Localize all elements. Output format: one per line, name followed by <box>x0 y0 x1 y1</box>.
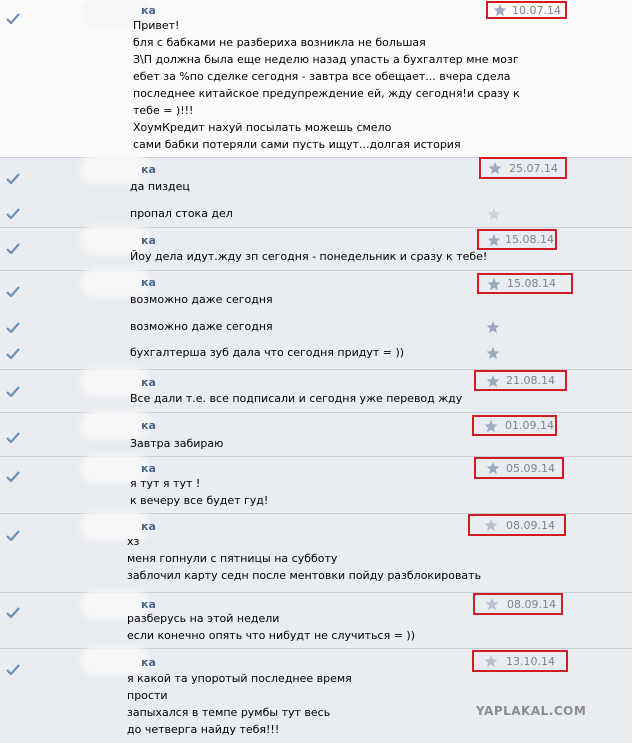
message-text: Завтра забираю <box>130 437 224 450</box>
date-highlight <box>473 593 563 615</box>
message-text <box>127 670 352 738</box>
star-icon[interactable] <box>484 420 498 433</box>
message-line: З\П должна была еще неделю назад упасть а бухгалтер мне мозг <box>133 53 519 66</box>
message-line: прости <box>127 689 168 702</box>
message-text: возможно даже сегодня <box>130 293 273 306</box>
message-date: 08.09.14 <box>507 598 556 611</box>
message-line: запыхался в темпе румбы тут весь <box>127 706 331 719</box>
star-icon[interactable] <box>484 655 498 668</box>
message-line: к вечеру все будет гуд! <box>130 494 269 507</box>
author-name[interactable]: ка <box>141 598 156 611</box>
message-line: Привет! <box>133 19 180 32</box>
message-text: Йоу дела идут.жду зп сегодня - понедельник и сразу к тебе! <box>130 250 488 263</box>
message-text: бухгалтерша зуб дала что сегодня придут = )) <box>130 346 405 359</box>
message-date: 21.08.14 <box>506 374 555 387</box>
message-text <box>133 17 520 153</box>
check-icon[interactable] <box>6 286 22 298</box>
message-line: тебе = )!!! <box>133 104 194 117</box>
message-text: да пиздец <box>130 180 190 193</box>
check-icon[interactable] <box>6 530 22 542</box>
message-line: до четверга найду тебя!!! <box>127 723 280 736</box>
blurred-avatar <box>84 414 146 436</box>
author-name[interactable]: ка <box>141 520 156 533</box>
check-icon[interactable] <box>6 173 22 185</box>
star-icon[interactable] <box>486 321 500 334</box>
star-icon[interactable] <box>493 4 507 17</box>
date-highlight <box>477 229 557 250</box>
message-date: 25.07.14 <box>509 162 558 175</box>
author-name[interactable]: ка <box>141 4 156 17</box>
check-icon[interactable] <box>6 432 22 444</box>
author-name[interactable]: ка <box>141 462 156 475</box>
message-line: я какой та упоротый последнее время <box>127 672 352 685</box>
check-icon[interactable] <box>6 607 22 619</box>
message-line: бля с бабками не разбериха возникла не большая <box>133 36 426 49</box>
check-icon[interactable] <box>6 471 22 483</box>
date-highlight <box>477 273 573 294</box>
author-name[interactable]: ка <box>141 376 156 389</box>
message-text: пропал стока дел <box>130 207 233 220</box>
date-highlight <box>479 157 567 179</box>
message-text <box>127 610 415 644</box>
message-line: последнее китайское предупреждение ей, жду сегодня!и сразу к <box>133 87 520 100</box>
watermark: YAPLAKAL.COM <box>476 704 587 718</box>
message-line: если конечно опять что нибудт не случиться = )) <box>127 629 415 642</box>
message-line: меня гопнули с пятницы на субботу <box>127 552 338 565</box>
date-highlight <box>474 457 564 479</box>
star-icon[interactable] <box>486 347 500 360</box>
author-name[interactable]: ка <box>141 234 156 247</box>
star-icon[interactable] <box>487 278 501 291</box>
blurred-avatar <box>84 650 146 672</box>
message-date: 10.07.14 <box>512 4 561 17</box>
author-name[interactable]: ка <box>141 656 156 669</box>
message-line: заблочил карту седн после ментовки пойду разблокировать <box>127 569 482 582</box>
message-date: 01.09.14 <box>505 419 554 432</box>
message-text <box>130 475 268 509</box>
star-icon[interactable] <box>486 462 500 475</box>
message-line: хз <box>127 535 140 548</box>
blurred-avatar <box>84 158 146 180</box>
check-icon[interactable] <box>6 13 22 25</box>
message-text: возможно даже сегодня <box>130 320 273 333</box>
date-highlight <box>474 370 567 391</box>
check-icon[interactable] <box>6 386 22 398</box>
message-date: 15.08.14 <box>507 277 556 290</box>
star-icon[interactable] <box>485 598 499 611</box>
author-name[interactable]: ка <box>141 419 156 432</box>
message-date: 05.09.14 <box>506 462 555 475</box>
check-icon[interactable] <box>6 208 22 220</box>
message-line: разберусь на этой недели <box>127 612 280 625</box>
message-date: 13.10.14 <box>506 655 555 668</box>
message-date: 08.09.14 <box>506 519 555 532</box>
page-edge <box>632 0 640 743</box>
message-date: 15.08.14 <box>505 233 554 246</box>
date-highlight <box>468 514 566 536</box>
date-highlight <box>472 650 568 672</box>
check-icon[interactable] <box>6 243 22 255</box>
check-icon[interactable] <box>6 322 22 334</box>
star-icon[interactable] <box>487 234 501 247</box>
message-line: ХоумКредит нахуй посылать можешь смело <box>133 121 392 134</box>
check-icon[interactable] <box>6 664 22 676</box>
star-icon[interactable] <box>488 162 502 175</box>
message-text <box>127 533 481 584</box>
author-name[interactable]: ка <box>141 163 156 176</box>
message-line: сами бабки потеряли сами пусть ищут...долгая история <box>133 138 461 151</box>
message-line: я тут я тут ! <box>130 477 201 490</box>
check-icon[interactable] <box>6 348 22 360</box>
message-line: ебет за %по сделке сегодня - завтра все обещает... вчера сдела <box>133 70 511 83</box>
star-icon[interactable] <box>486 375 500 388</box>
star-icon[interactable] <box>487 208 501 221</box>
message-text: Все дали т.е. все подписали и сегодня уже перевод жду <box>130 392 463 405</box>
star-icon[interactable] <box>484 519 498 532</box>
author-name[interactable]: ка <box>141 276 156 289</box>
date-highlight <box>472 415 557 436</box>
